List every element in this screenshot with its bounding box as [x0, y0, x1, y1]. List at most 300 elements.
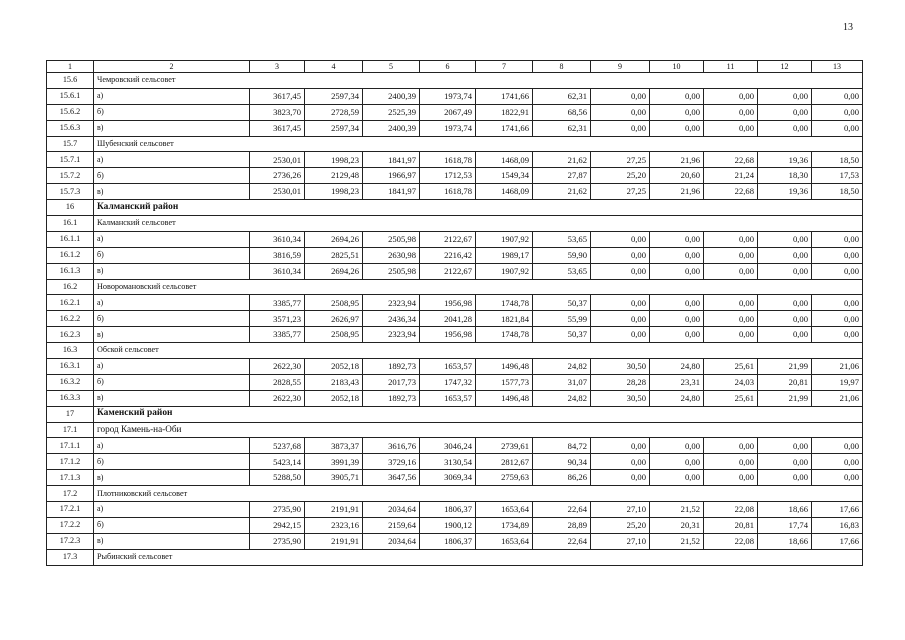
value-cell: 0,00 — [591, 327, 650, 343]
value-cell: 2129,48 — [305, 168, 363, 184]
value-cell: 2812,67 — [476, 454, 533, 470]
column-header: 9 — [591, 61, 650, 73]
row-code: 15.6.2 — [47, 104, 94, 120]
value-cell: 30,50 — [591, 390, 650, 406]
value-cell: 0,00 — [704, 231, 758, 247]
value-cell: 2323,16 — [305, 517, 363, 533]
value-cell: 2597,34 — [305, 88, 363, 104]
value-cell: 0,00 — [704, 120, 758, 136]
value-cell: 0,00 — [812, 120, 863, 136]
value-cell: 90,34 — [533, 454, 591, 470]
row-code: 15.6 — [47, 73, 94, 89]
value-cell: 0,00 — [650, 88, 704, 104]
row-code: 15.7.3 — [47, 184, 94, 200]
table-row — [47, 120, 863, 136]
header-row — [47, 61, 863, 73]
value-cell: 2183,43 — [305, 374, 363, 390]
value-cell: 1892,73 — [363, 359, 420, 375]
row-code: 17.2 — [47, 486, 94, 502]
value-cell: 3571,23 — [250, 311, 305, 327]
value-cell: 0,00 — [758, 295, 812, 311]
variant-label: б) — [94, 374, 250, 390]
row-code: 16.1.2 — [47, 247, 94, 263]
table-row — [47, 454, 863, 470]
table-row — [47, 263, 863, 279]
value-cell: 0,00 — [704, 438, 758, 454]
section-row — [47, 136, 863, 152]
value-cell: 22,68 — [704, 152, 758, 168]
value-cell: 2530,01 — [250, 184, 305, 200]
value-cell: 86,26 — [533, 470, 591, 486]
value-cell: 3616,76 — [363, 438, 420, 454]
value-cell: 3816,59 — [250, 247, 305, 263]
section-title: Каменский район — [94, 406, 863, 422]
value-cell: 0,00 — [812, 311, 863, 327]
value-cell: 0,00 — [591, 247, 650, 263]
value-cell: 0,00 — [758, 311, 812, 327]
value-cell: 21,24 — [704, 168, 758, 184]
section-row — [47, 200, 863, 216]
section-title: Чемровский сельсовет — [94, 73, 863, 89]
variant-label: в) — [94, 327, 250, 343]
value-cell: 0,00 — [812, 247, 863, 263]
value-cell: 0,00 — [704, 247, 758, 263]
value-cell: 19,97 — [812, 374, 863, 390]
value-cell: 2694,26 — [305, 263, 363, 279]
row-code: 16.1.3 — [47, 263, 94, 279]
value-cell: 18,50 — [812, 184, 863, 200]
section-row — [47, 549, 863, 565]
value-cell: 0,00 — [650, 295, 704, 311]
value-cell: 17,66 — [812, 533, 863, 549]
value-cell: 24,82 — [533, 359, 591, 375]
value-cell: 0,00 — [704, 311, 758, 327]
value-cell: 2323,94 — [363, 327, 420, 343]
value-cell: 1998,23 — [305, 152, 363, 168]
value-cell: 1907,92 — [476, 263, 533, 279]
value-cell: 2942,15 — [250, 517, 305, 533]
value-cell: 53,65 — [533, 263, 591, 279]
column-header: 8 — [533, 61, 591, 73]
value-cell: 3385,77 — [250, 295, 305, 311]
section-row — [47, 343, 863, 359]
value-cell: 84,72 — [533, 438, 591, 454]
value-cell: 0,00 — [704, 327, 758, 343]
tariff-table — [46, 60, 863, 566]
value-cell: 18,30 — [758, 168, 812, 184]
value-cell: 19,36 — [758, 152, 812, 168]
table-row — [47, 184, 863, 200]
value-cell: 2622,30 — [250, 390, 305, 406]
value-cell: 0,00 — [704, 470, 758, 486]
value-cell: 2400,39 — [363, 120, 420, 136]
value-cell: 2159,64 — [363, 517, 420, 533]
value-cell: 21,06 — [812, 359, 863, 375]
table-row — [47, 247, 863, 263]
section-row — [47, 216, 863, 232]
section-title: Калманский сельсовет — [94, 216, 863, 232]
value-cell: 3647,56 — [363, 470, 420, 486]
value-cell: 21,99 — [758, 359, 812, 375]
value-cell: 0,00 — [650, 470, 704, 486]
value-cell: 20,81 — [704, 517, 758, 533]
row-code: 17.1.1 — [47, 438, 94, 454]
value-cell: 0,00 — [812, 454, 863, 470]
section-title: Рыбинский сельсовет — [94, 549, 863, 565]
variant-label: б) — [94, 454, 250, 470]
value-cell: 25,20 — [591, 168, 650, 184]
value-cell: 0,00 — [591, 104, 650, 120]
value-cell: 2191,91 — [305, 502, 363, 518]
value-cell: 1900,12 — [420, 517, 476, 533]
row-code: 16.3.2 — [47, 374, 94, 390]
value-cell: 1966,97 — [363, 168, 420, 184]
value-cell: 0,00 — [758, 438, 812, 454]
column-header: 12 — [758, 61, 812, 73]
value-cell: 1821,84 — [476, 311, 533, 327]
value-cell: 3610,34 — [250, 263, 305, 279]
row-code: 16.3 — [47, 343, 94, 359]
value-cell: 3905,71 — [305, 470, 363, 486]
row-code: 16.2.3 — [47, 327, 94, 343]
value-cell: 22,64 — [533, 533, 591, 549]
table-row — [47, 470, 863, 486]
row-code: 16.2.1 — [47, 295, 94, 311]
variant-label: в) — [94, 184, 250, 200]
row-code: 16.3.1 — [47, 359, 94, 375]
table-row — [47, 231, 863, 247]
value-cell: 0,00 — [758, 454, 812, 470]
value-cell: 1734,89 — [476, 517, 533, 533]
value-cell: 2017,73 — [363, 374, 420, 390]
value-cell: 2759,63 — [476, 470, 533, 486]
value-cell: 3991,39 — [305, 454, 363, 470]
value-cell: 2400,39 — [363, 88, 420, 104]
value-cell: 0,00 — [591, 454, 650, 470]
section-row — [47, 279, 863, 295]
row-code: 16.1.1 — [47, 231, 94, 247]
value-cell: 1618,78 — [420, 152, 476, 168]
value-cell: 17,74 — [758, 517, 812, 533]
row-code: 17.3 — [47, 549, 94, 565]
row-code: 17.1 — [47, 422, 94, 438]
variant-label: а) — [94, 88, 250, 104]
value-cell: 0,00 — [591, 470, 650, 486]
value-cell: 30,50 — [591, 359, 650, 375]
value-cell: 2626,97 — [305, 311, 363, 327]
value-cell: 16,83 — [812, 517, 863, 533]
value-cell: 3610,34 — [250, 231, 305, 247]
value-cell: 0,00 — [591, 231, 650, 247]
table-row — [47, 438, 863, 454]
value-cell: 0,00 — [704, 454, 758, 470]
table-row — [47, 168, 863, 184]
row-code: 17.2.2 — [47, 517, 94, 533]
value-cell: 2052,18 — [305, 359, 363, 375]
table-row — [47, 390, 863, 406]
value-cell: 1806,37 — [420, 533, 476, 549]
variant-label: б) — [94, 104, 250, 120]
variant-label: в) — [94, 533, 250, 549]
value-cell: 0,00 — [812, 263, 863, 279]
row-code: 17.1.2 — [47, 454, 94, 470]
value-cell: 21,52 — [650, 502, 704, 518]
value-cell: 17,66 — [812, 502, 863, 518]
value-cell: 0,00 — [704, 295, 758, 311]
value-cell: 3617,45 — [250, 88, 305, 104]
value-cell: 0,00 — [591, 263, 650, 279]
value-cell: 2216,42 — [420, 247, 476, 263]
value-cell: 0,00 — [704, 263, 758, 279]
variant-label: б) — [94, 168, 250, 184]
table-row — [47, 152, 863, 168]
value-cell: 0,00 — [650, 438, 704, 454]
value-cell: 1468,09 — [476, 152, 533, 168]
variant-label: а) — [94, 152, 250, 168]
value-cell: 2739,61 — [476, 438, 533, 454]
table-row — [47, 295, 863, 311]
value-cell: 1973,74 — [420, 88, 476, 104]
value-cell: 0,00 — [812, 327, 863, 343]
value-cell: 0,00 — [650, 327, 704, 343]
row-code: 17.1.3 — [47, 470, 94, 486]
value-cell: 0,00 — [591, 438, 650, 454]
table-row — [47, 533, 863, 549]
column-header: 1 — [47, 61, 94, 73]
value-cell: 2034,64 — [363, 502, 420, 518]
value-cell: 0,00 — [758, 88, 812, 104]
column-header: 3 — [250, 61, 305, 73]
value-cell: 21,62 — [533, 152, 591, 168]
column-header: 4 — [305, 61, 363, 73]
row-code: 17.2.3 — [47, 533, 94, 549]
value-cell: 0,00 — [650, 247, 704, 263]
value-cell: 2505,98 — [363, 231, 420, 247]
row-code: 15.6.1 — [47, 88, 94, 104]
value-cell: 0,00 — [704, 104, 758, 120]
value-cell: 2067,49 — [420, 104, 476, 120]
value-cell: 18,50 — [812, 152, 863, 168]
value-cell: 0,00 — [812, 231, 863, 247]
value-cell: 1496,48 — [476, 390, 533, 406]
value-cell: 0,00 — [758, 231, 812, 247]
value-cell: 21,52 — [650, 533, 704, 549]
column-header: 11 — [704, 61, 758, 73]
value-cell: 22,64 — [533, 502, 591, 518]
value-cell: 2191,91 — [305, 533, 363, 549]
value-cell: 0,00 — [812, 88, 863, 104]
value-cell: 28,89 — [533, 517, 591, 533]
value-cell: 1653,64 — [476, 502, 533, 518]
column-header: 6 — [420, 61, 476, 73]
value-cell: 20,81 — [758, 374, 812, 390]
value-cell: 20,31 — [650, 517, 704, 533]
value-cell: 2597,34 — [305, 120, 363, 136]
value-cell: 1712,53 — [420, 168, 476, 184]
value-cell: 3617,45 — [250, 120, 305, 136]
value-cell: 27,25 — [591, 152, 650, 168]
value-cell: 1618,78 — [420, 184, 476, 200]
value-cell: 0,00 — [650, 120, 704, 136]
value-cell: 2436,34 — [363, 311, 420, 327]
section-title: Калманский район — [94, 200, 863, 216]
section-title: Новоромановский сельсовет — [94, 279, 863, 295]
value-cell: 2323,94 — [363, 295, 420, 311]
value-cell: 27,10 — [591, 533, 650, 549]
value-cell: 2508,95 — [305, 327, 363, 343]
value-cell: 18,66 — [758, 533, 812, 549]
value-cell: 21,62 — [533, 184, 591, 200]
value-cell: 0,00 — [758, 327, 812, 343]
value-cell: 21,96 — [650, 152, 704, 168]
section-row — [47, 486, 863, 502]
value-cell: 27,10 — [591, 502, 650, 518]
value-cell: 2041,28 — [420, 311, 476, 327]
value-cell: 53,65 — [533, 231, 591, 247]
value-cell: 1956,98 — [420, 295, 476, 311]
section-title: Обской сельсовет — [94, 343, 863, 359]
value-cell: 25,20 — [591, 517, 650, 533]
column-header: 7 — [476, 61, 533, 73]
value-cell: 59,90 — [533, 247, 591, 263]
value-cell: 1973,74 — [420, 120, 476, 136]
value-cell: 5237,68 — [250, 438, 305, 454]
section-row — [47, 406, 863, 422]
row-code: 17.2.1 — [47, 502, 94, 518]
table-row — [47, 88, 863, 104]
value-cell: 2122,67 — [420, 231, 476, 247]
value-cell: 1468,09 — [476, 184, 533, 200]
variant-label: в) — [94, 470, 250, 486]
value-cell: 1653,64 — [476, 533, 533, 549]
value-cell: 25,61 — [704, 390, 758, 406]
value-cell: 0,00 — [758, 104, 812, 120]
row-code: 16 — [47, 200, 94, 216]
value-cell: 2622,30 — [250, 359, 305, 375]
value-cell: 55,99 — [533, 311, 591, 327]
value-cell: 1496,48 — [476, 359, 533, 375]
variant-label: а) — [94, 502, 250, 518]
table-row — [47, 374, 863, 390]
value-cell: 62,31 — [533, 88, 591, 104]
value-cell: 1748,78 — [476, 295, 533, 311]
variant-label: а) — [94, 359, 250, 375]
value-cell: 2825,51 — [305, 247, 363, 263]
value-cell: 27,87 — [533, 168, 591, 184]
variant-label: б) — [94, 517, 250, 533]
value-cell: 0,00 — [758, 120, 812, 136]
row-code: 16.2.2 — [47, 311, 94, 327]
row-code: 15.7.2 — [47, 168, 94, 184]
row-code: 16.3.3 — [47, 390, 94, 406]
value-cell: 1653,57 — [420, 390, 476, 406]
value-cell: 2530,01 — [250, 152, 305, 168]
variant-label: б) — [94, 247, 250, 263]
value-cell: 21,96 — [650, 184, 704, 200]
section-row — [47, 73, 863, 89]
value-cell: 2735,90 — [250, 502, 305, 518]
value-cell: 2508,95 — [305, 295, 363, 311]
value-cell: 1741,66 — [476, 88, 533, 104]
section-title: город Камень-на-Оби — [94, 422, 863, 438]
value-cell: 2735,90 — [250, 533, 305, 549]
value-cell: 1747,32 — [420, 374, 476, 390]
value-cell: 21,06 — [812, 390, 863, 406]
value-cell: 18,66 — [758, 502, 812, 518]
value-cell: 0,00 — [650, 311, 704, 327]
value-cell: 3130,54 — [420, 454, 476, 470]
value-cell: 1806,37 — [420, 502, 476, 518]
value-cell: 1549,34 — [476, 168, 533, 184]
value-cell: 28,28 — [591, 374, 650, 390]
value-cell: 2122,67 — [420, 263, 476, 279]
value-cell: 0,00 — [758, 247, 812, 263]
value-cell: 31,07 — [533, 374, 591, 390]
value-cell: 5288,50 — [250, 470, 305, 486]
value-cell: 3385,77 — [250, 327, 305, 343]
row-code: 16.2 — [47, 279, 94, 295]
value-cell: 1998,23 — [305, 184, 363, 200]
value-cell: 23,31 — [650, 374, 704, 390]
value-cell: 1989,17 — [476, 247, 533, 263]
value-cell: 20,60 — [650, 168, 704, 184]
row-code: 16.1 — [47, 216, 94, 232]
value-cell: 17,53 — [812, 168, 863, 184]
value-cell: 1956,98 — [420, 327, 476, 343]
value-cell: 2525,39 — [363, 104, 420, 120]
value-cell: 24,03 — [704, 374, 758, 390]
value-cell: 3069,34 — [420, 470, 476, 486]
value-cell: 1841,97 — [363, 152, 420, 168]
value-cell: 0,00 — [758, 470, 812, 486]
value-cell: 1841,97 — [363, 184, 420, 200]
table-row — [47, 311, 863, 327]
value-cell: 2052,18 — [305, 390, 363, 406]
value-cell: 3823,70 — [250, 104, 305, 120]
variant-label: а) — [94, 231, 250, 247]
value-cell: 0,00 — [812, 470, 863, 486]
value-cell: 3046,24 — [420, 438, 476, 454]
section-title: Плотниковский сельсовет — [94, 486, 863, 502]
value-cell: 2828,55 — [250, 374, 305, 390]
value-cell: 0,00 — [591, 311, 650, 327]
value-cell: 22,68 — [704, 184, 758, 200]
value-cell: 1577,73 — [476, 374, 533, 390]
value-cell: 0,00 — [591, 88, 650, 104]
value-cell: 0,00 — [758, 263, 812, 279]
value-cell: 0,00 — [591, 295, 650, 311]
row-code: 15.7 — [47, 136, 94, 152]
value-cell: 0,00 — [812, 438, 863, 454]
value-cell: 62,31 — [533, 120, 591, 136]
value-cell: 19,36 — [758, 184, 812, 200]
variant-label: в) — [94, 120, 250, 136]
value-cell: 0,00 — [650, 454, 704, 470]
value-cell: 1741,66 — [476, 120, 533, 136]
value-cell: 0,00 — [812, 295, 863, 311]
variant-label: в) — [94, 390, 250, 406]
value-cell: 50,37 — [533, 295, 591, 311]
column-header: 5 — [363, 61, 420, 73]
table-row — [47, 104, 863, 120]
value-cell: 22,08 — [704, 502, 758, 518]
table-row — [47, 502, 863, 518]
value-cell: 0,00 — [704, 88, 758, 104]
column-header: 13 — [812, 61, 863, 73]
value-cell: 27,25 — [591, 184, 650, 200]
value-cell: 24,80 — [650, 359, 704, 375]
value-cell: 2728,59 — [305, 104, 363, 120]
